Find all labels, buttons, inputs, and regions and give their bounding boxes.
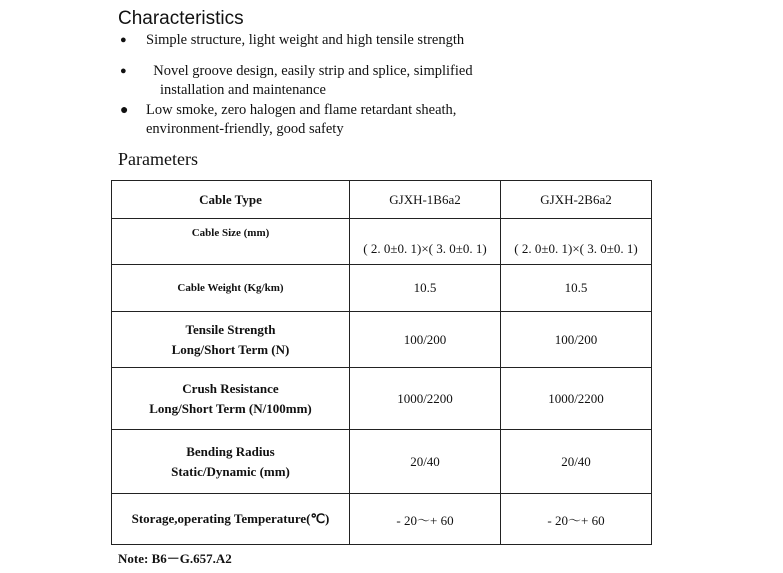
row-label-line2: Long/Short Term (N/100mm) xyxy=(149,400,312,416)
table-row xyxy=(112,368,652,430)
footnote: Note: B6－G.657.A2 xyxy=(118,551,232,566)
row-value-1: 10.5 xyxy=(350,265,501,312)
characteristic-text: Novel groove design, easily strip and splice, simplified xyxy=(146,63,473,79)
row-label-line2: Static/Dynamic (mm) xyxy=(171,463,290,479)
row-value-1: 1000/2200 xyxy=(350,368,501,430)
characteristic-item xyxy=(146,62,566,100)
characteristic-text: Low smoke, zero halogen and flame retardant sheath, xyxy=(146,102,457,118)
row-label-line1: Tensile Strength xyxy=(185,321,276,337)
cable-type-1: GJXH-1B6a2 xyxy=(350,181,501,219)
row-label-line1: Bending Radius xyxy=(186,443,275,459)
row-value-2: 1000/2200 xyxy=(501,368,652,430)
row-value-2: 100/200 xyxy=(501,312,652,368)
table-row xyxy=(112,494,652,545)
bullet-icon: ● xyxy=(120,34,127,46)
table-row xyxy=(112,219,652,265)
bullet-icon: ● xyxy=(120,65,127,77)
row-value-1: - 20～+ 60 xyxy=(350,494,501,545)
characteristic-text: Simple structure, light weight and high tensile strength xyxy=(146,32,465,48)
row-label xyxy=(112,312,350,368)
row-value-1: ( 2. 0±0. 1)×( 3. 0±0. 1) xyxy=(350,219,501,265)
cable-type-label: Cable Type xyxy=(112,181,350,219)
parameters-table xyxy=(111,180,652,545)
row-label: Cable Weight (Kg/km) xyxy=(112,265,350,312)
row-value-2: - 20～+ 60 xyxy=(501,494,652,545)
row-label xyxy=(112,368,350,430)
row-label: Cable Size (mm) xyxy=(112,219,350,265)
row-label-line1: Crush Resistance xyxy=(182,380,279,396)
characteristic-item xyxy=(146,101,566,139)
row-value-2: 10.5 xyxy=(501,265,652,312)
parameters-heading: Parameters xyxy=(118,149,198,169)
bullet-icon: ● xyxy=(120,103,129,118)
characteristic-text-continued: environment-friendly, good safety xyxy=(146,121,344,137)
row-value-2: ( 2. 0±0. 1)×( 3. 0±0. 1) xyxy=(501,219,652,265)
row-value-2: 20/40 xyxy=(501,430,652,494)
row-value-1: 20/40 xyxy=(350,430,501,494)
characteristics-heading: Characteristics xyxy=(118,8,244,29)
row-value-1: 100/200 xyxy=(350,312,501,368)
table-row xyxy=(112,312,652,368)
row-label-line2: Long/Short Term (N) xyxy=(171,341,290,357)
row-label xyxy=(112,430,350,494)
table-row xyxy=(112,265,652,312)
table-row xyxy=(112,430,652,494)
row-label: Storage,operating Temperature(℃) xyxy=(112,494,350,545)
table-header-row xyxy=(112,181,652,219)
characteristic-item xyxy=(146,31,566,50)
characteristic-text-continued: installation and maintenance xyxy=(160,82,326,98)
cable-type-2: GJXH-2B6a2 xyxy=(501,181,652,219)
